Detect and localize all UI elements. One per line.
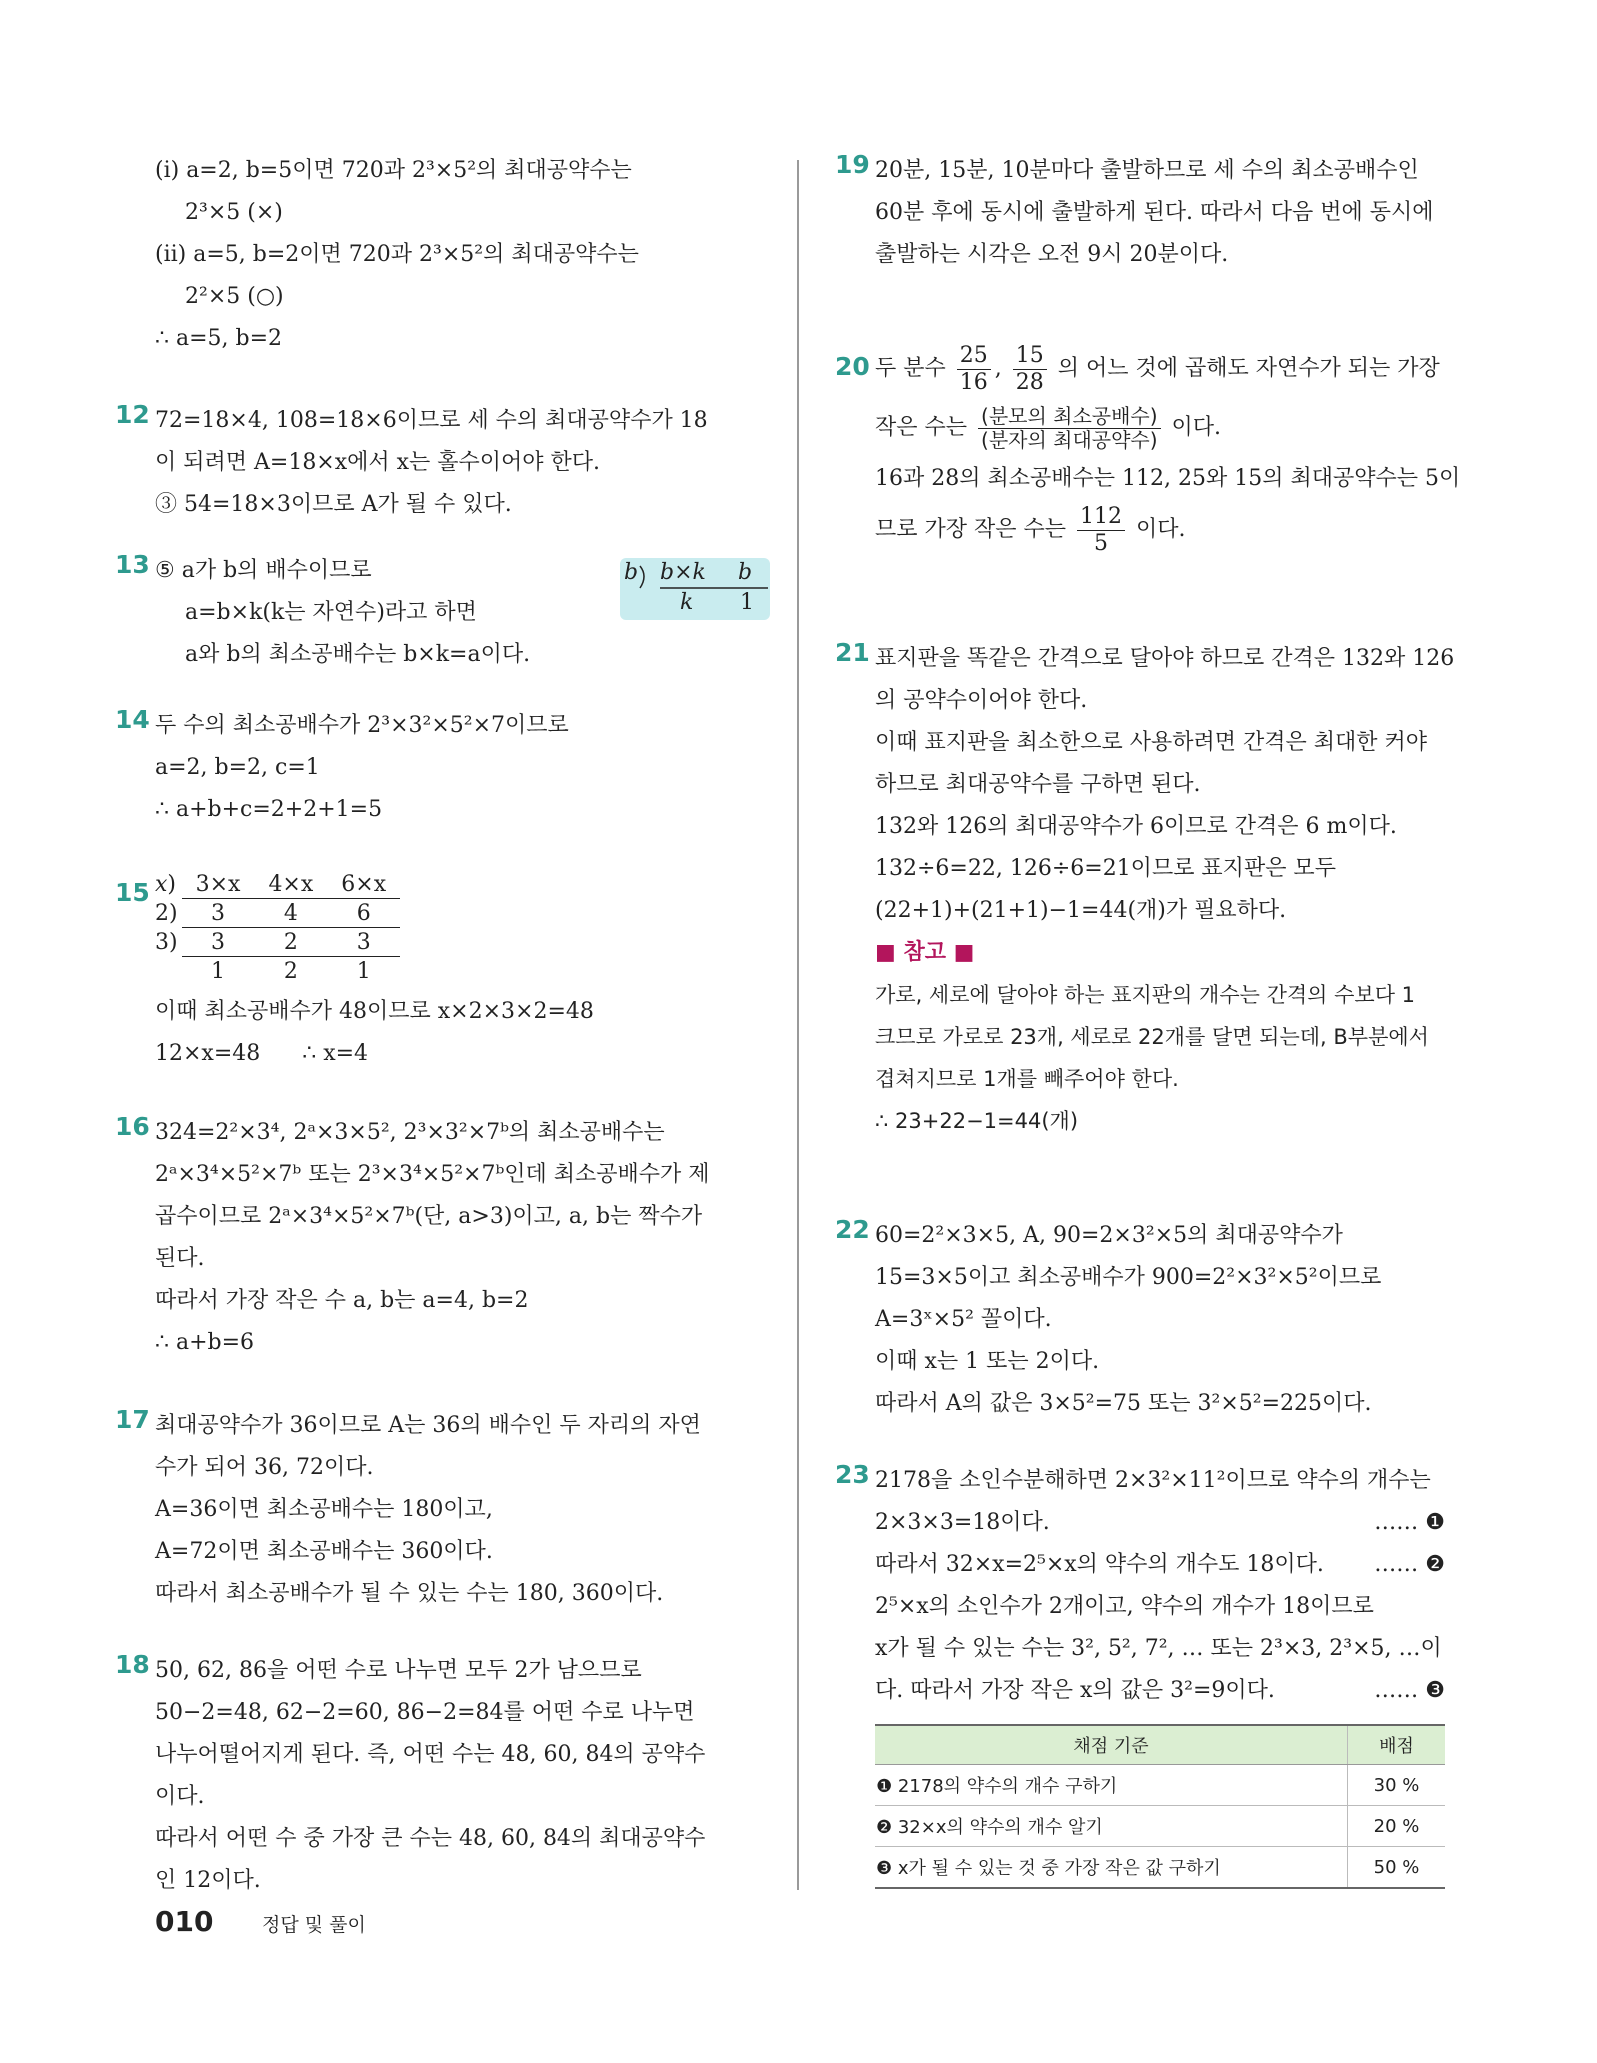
divisor: 3): [155, 929, 178, 955]
text-line: 2178을 소인수분해하면 2×3²×11²이므로 약수의 개수는: [875, 1468, 1431, 1493]
problem-number: 22: [835, 1215, 870, 1244]
table-header: 채점 기준: [875, 1725, 1348, 1765]
division-box: [620, 558, 770, 620]
text-line: (22+1)+(21+1)−1=44(개)가 필요하다.: [875, 898, 1287, 923]
text-line: 의 공약수이어야 한다.: [875, 688, 1088, 713]
problem-19: [835, 150, 1434, 276]
text-line: ∴ a+b+c=2+2+1=5: [155, 797, 383, 822]
table-cell: 30 %: [1348, 1765, 1446, 1806]
text-line: [875, 500, 1460, 560]
text-line: [875, 398, 1460, 458]
text-line: 수가 되어 36, 72이다.: [155, 1455, 374, 1480]
text: 이다.: [1171, 415, 1222, 440]
note-line: ∴ 23+22−1=44(개): [875, 1109, 1079, 1133]
text-line: 따라서 가장 작은 수 a, b는 a=4, b=2: [155, 1288, 529, 1313]
text-line: 출발하는 시각은 오전 9시 20분이다.: [875, 242, 1229, 267]
problem-number: 20: [835, 352, 870, 381]
column-divider: [797, 160, 799, 1890]
numerator: 112: [1077, 504, 1125, 530]
text-line: 이때 최소공배수가 48이므로 x×2×3×2=48: [155, 999, 594, 1024]
table-row: [875, 1765, 1445, 1806]
text-line: 두 수의 최소공배수가 2³×3²×5²×7이므로: [155, 713, 569, 738]
cell: 3: [327, 928, 400, 957]
problem-17: [115, 1405, 701, 1615]
text-line: 20분, 15분, 10분마다 출발하므로 세 수의 최소공배수인: [875, 158, 1419, 183]
text-line: 132÷6=22, 126÷6=21이므로 표지판은 모두: [875, 856, 1336, 881]
box-divisor: b: [624, 560, 639, 585]
problem-number: 19: [835, 150, 870, 179]
text: 작은 수는: [875, 415, 968, 440]
fraction: [957, 343, 991, 395]
text-line: 따라서 A의 값은 3×5²=75 또는 3²×5²=225이다.: [875, 1391, 1372, 1416]
denominator: 5: [1094, 530, 1108, 556]
box-cell: k: [680, 590, 694, 615]
page-number: 010: [155, 1905, 214, 1938]
problem-20: [835, 340, 1461, 560]
problem-15: [115, 870, 594, 1075]
problem-number: 12: [115, 400, 150, 429]
problem-number: 18: [115, 1650, 150, 1679]
text-line: [875, 1502, 1445, 1544]
text-line: ③ 54=18×3이므로 A가 될 수 있다.: [155, 492, 512, 517]
cell: 3: [182, 899, 255, 928]
table-cell: 50 %: [1348, 1847, 1446, 1889]
cell: 4×x: [254, 870, 327, 899]
footer-label: 정답 및 풀이: [262, 1914, 366, 1936]
table-header: 배점: [1348, 1725, 1446, 1765]
text-line: 324=2²×3⁴, 2ᵃ×3×5², 2³×3²×7ᵇ의 최소공배수는: [155, 1120, 665, 1145]
text: 므로 가장 작은 수는: [875, 517, 1066, 542]
problem-16: [115, 1112, 710, 1364]
denominator: 16: [959, 369, 988, 395]
text: 의 어느 것에 곱해도 자연수가 되는 가장: [1057, 356, 1440, 381]
box-cell: 1: [740, 590, 754, 615]
divisor: 2): [155, 900, 178, 926]
problem-number: 15: [115, 878, 150, 907]
cell: 6: [327, 899, 400, 928]
text-line: 최대공약수가 36이므로 A는 36의 배수인 두 자리의 자연: [155, 1413, 701, 1438]
problem-21: [835, 638, 1455, 1142]
text-line: 2³×5 (×): [185, 200, 283, 225]
step-marker: …… ❶: [1374, 1510, 1445, 1535]
text-line: a=2, b=2, c=1: [155, 755, 320, 780]
text-line: ∴ a=5, b=2: [155, 326, 283, 351]
text-line: 인 12이다.: [155, 1868, 261, 1893]
divisor: x): [155, 871, 177, 897]
note-title: ■ 참고 ■: [875, 940, 975, 965]
text-line: 된다.: [155, 1246, 205, 1271]
text-line: 이 되려면 A=18×x에서 x는 홀수이어야 한다.: [155, 450, 601, 475]
text-line: ∴ a+b=6: [155, 1330, 255, 1355]
note-line: 겹쳐지므로 1개를 빼주어야 한다.: [875, 1067, 1179, 1091]
text-line: a=b×k(k는 자연수)라고 하면: [185, 600, 477, 625]
fraction: [978, 405, 1161, 452]
text-line: 따라서 어떤 수 중 가장 큰 수는 48, 60, 84의 최대공약수: [155, 1826, 706, 1851]
text-line: 표지판을 똑같은 간격으로 달아야 하므로 간격은 132와 126: [875, 646, 1455, 671]
text-line: 15=3×5이고 최소공배수가 900=2²×3²×5²이므로: [875, 1265, 1382, 1290]
problem-14: [115, 705, 569, 831]
divisor: [155, 957, 182, 986]
text: 이다.: [1136, 517, 1186, 542]
text-line: 두 분수 $\frac{25}{16}$ , $\frac{15}{28}$ 의 어느 것에 곱해도 자연수가 되는 가장: [875, 343, 1440, 395]
denominator: 28: [1015, 369, 1044, 395]
table-cell: ❶ 2178의 약수의 개수 구하기: [875, 1765, 1348, 1806]
scoring-table: [875, 1724, 1445, 1889]
text-line: 곱수이므로 2ᵃ×3⁴×5²×7ᵇ(단, a>3)이고, a, b는 짝수가: [155, 1204, 703, 1229]
text-line: a와 b의 최소공배수는 b×k=a이다.: [185, 642, 531, 667]
table-row: [875, 1806, 1445, 1847]
text-line: 50, 62, 86을 어떤 수로 나누면 모두 2가 남으므로: [155, 1658, 642, 1683]
text: 따라서 32×x=2⁵×x의 약수의 개수도 18이다.: [875, 1552, 1324, 1577]
cell: 2: [254, 928, 327, 957]
text-line: 16과 28의 최소공배수는 112, 25와 15의 최대공약수는 5이: [875, 466, 1461, 491]
text-line: 나누어떨어지게 된다. 즉, 어떤 수는 48, 60, 84의 공약수: [155, 1742, 706, 1767]
cell: 1: [356, 958, 371, 984]
problem-12: [115, 400, 708, 526]
text-line: 2ᵃ×3⁴×5²×7ᵇ 또는 2³×3⁴×5²×7ᵇ인데 최소공배수가 제: [155, 1162, 710, 1187]
denominator: (분자의 최대공약수): [981, 427, 1158, 452]
text-line: (ⅱ) a=5, b=2이면 720과 2³×5²의 최대공약수는: [155, 242, 639, 267]
text-line: 이때 x는 1 또는 2이다.: [875, 1349, 1100, 1374]
box-cell: b×k: [660, 560, 706, 585]
text-line: (ⅰ) a=2, b=5이면 720과 2³×5²의 최대공약수는: [155, 158, 632, 183]
step-marker: …… ❸: [1374, 1678, 1445, 1703]
text-line: [875, 1670, 1445, 1712]
text-line: A=3ˣ×5² 꼴이다.: [875, 1307, 1052, 1332]
text: 2×3×3=18이다.: [875, 1510, 1050, 1535]
text-line: 이다.: [155, 1784, 205, 1809]
cell: 1: [211, 958, 226, 984]
numerator: 15: [1013, 343, 1047, 369]
text-line: ⑤ a가 b의 배수이므로: [155, 558, 372, 583]
division-table: [155, 870, 400, 985]
text-line: 하므로 최대공약수를 구하면 된다.: [875, 772, 1201, 797]
fraction: [1013, 343, 1047, 395]
text-line: 60=2²×3×5, A, 90=2×3²×5의 최대공약수가: [875, 1223, 1343, 1248]
problem-number: 16: [115, 1112, 150, 1141]
text-line: 따라서 최소공배수가 될 수 있는 수는 180, 360이다.: [155, 1581, 664, 1606]
text-line: 12×x=48 ∴ x=4: [155, 1041, 369, 1066]
text-line: 72=18×4, 108=18×6이므로 세 수의 최대공약수가 18: [155, 408, 708, 433]
numerator: (분모의 최소공배수): [978, 405, 1161, 429]
cell: 2: [283, 958, 298, 984]
cell: 3×x: [182, 870, 255, 899]
text: 두 분수: [875, 356, 946, 381]
problem-number: 14: [115, 705, 150, 734]
box-cell: b: [738, 560, 753, 585]
text-line: A=36이면 최소공배수는 180이고,: [155, 1497, 493, 1522]
text: 다. 따라서 가장 작은 x의 값은 3²=9이다.: [875, 1678, 1275, 1703]
problem-number: 21: [835, 638, 870, 667]
problem-number: 17: [115, 1405, 150, 1434]
text-line: 132와 126의 최대공약수가 6이므로 간격은 6 m이다.: [875, 814, 1397, 839]
problem-11-continued: [155, 150, 639, 360]
text-line: [875, 1544, 1445, 1586]
problem-18: [115, 1650, 706, 1902]
table-cell: ❸ x가 될 수 있는 것 중 가장 작은 값 구하기: [875, 1847, 1348, 1889]
text-line: 2²×5 (○): [185, 284, 284, 309]
step-marker: …… ❷: [1374, 1552, 1445, 1577]
table-cell: ❷ 32×x의 약수의 개수 알기: [875, 1806, 1348, 1847]
problem-22: [835, 1215, 1382, 1425]
text-line: 50−2=48, 62−2=60, 86−2=84를 어떤 수로 나누면: [155, 1700, 695, 1725]
problem-13: [115, 550, 775, 676]
problem-number: 13: [115, 550, 150, 579]
text-line: 60분 후에 동시에 출발하게 된다. 따라서 다음 번에 동시에: [875, 200, 1434, 225]
cell: 4: [254, 899, 327, 928]
cell: 3: [182, 928, 255, 957]
text-line: 이때 표지판을 최소한으로 사용하려면 간격은 최대한 커야: [875, 730, 1428, 755]
numerator: 25: [957, 343, 991, 369]
problem-23: [835, 1460, 1445, 1889]
text-line: A=72이면 최소공배수는 360이다.: [155, 1539, 493, 1564]
text-line: x가 될 수 있는 수는 3², 5², 7², … 또는 2³×3, 2³×5, …이: [875, 1636, 1442, 1661]
cell: 6×x: [327, 870, 400, 899]
fraction: [1077, 504, 1125, 556]
table-cell: 20 %: [1348, 1806, 1446, 1847]
note-line: 가로, 세로에 달아야 하는 표지판의 개수는 간격의 수보다 1: [875, 983, 1416, 1007]
table-row: [875, 1847, 1445, 1889]
problem-number: 23: [835, 1460, 870, 1489]
text-line: 2⁵×x의 소인수가 2개이고, 약수의 개수가 18이므로: [875, 1594, 1374, 1619]
note-line: 크므로 가로로 23개, 세로로 22개를 달면 되는데, B부분에서: [875, 1025, 1429, 1049]
